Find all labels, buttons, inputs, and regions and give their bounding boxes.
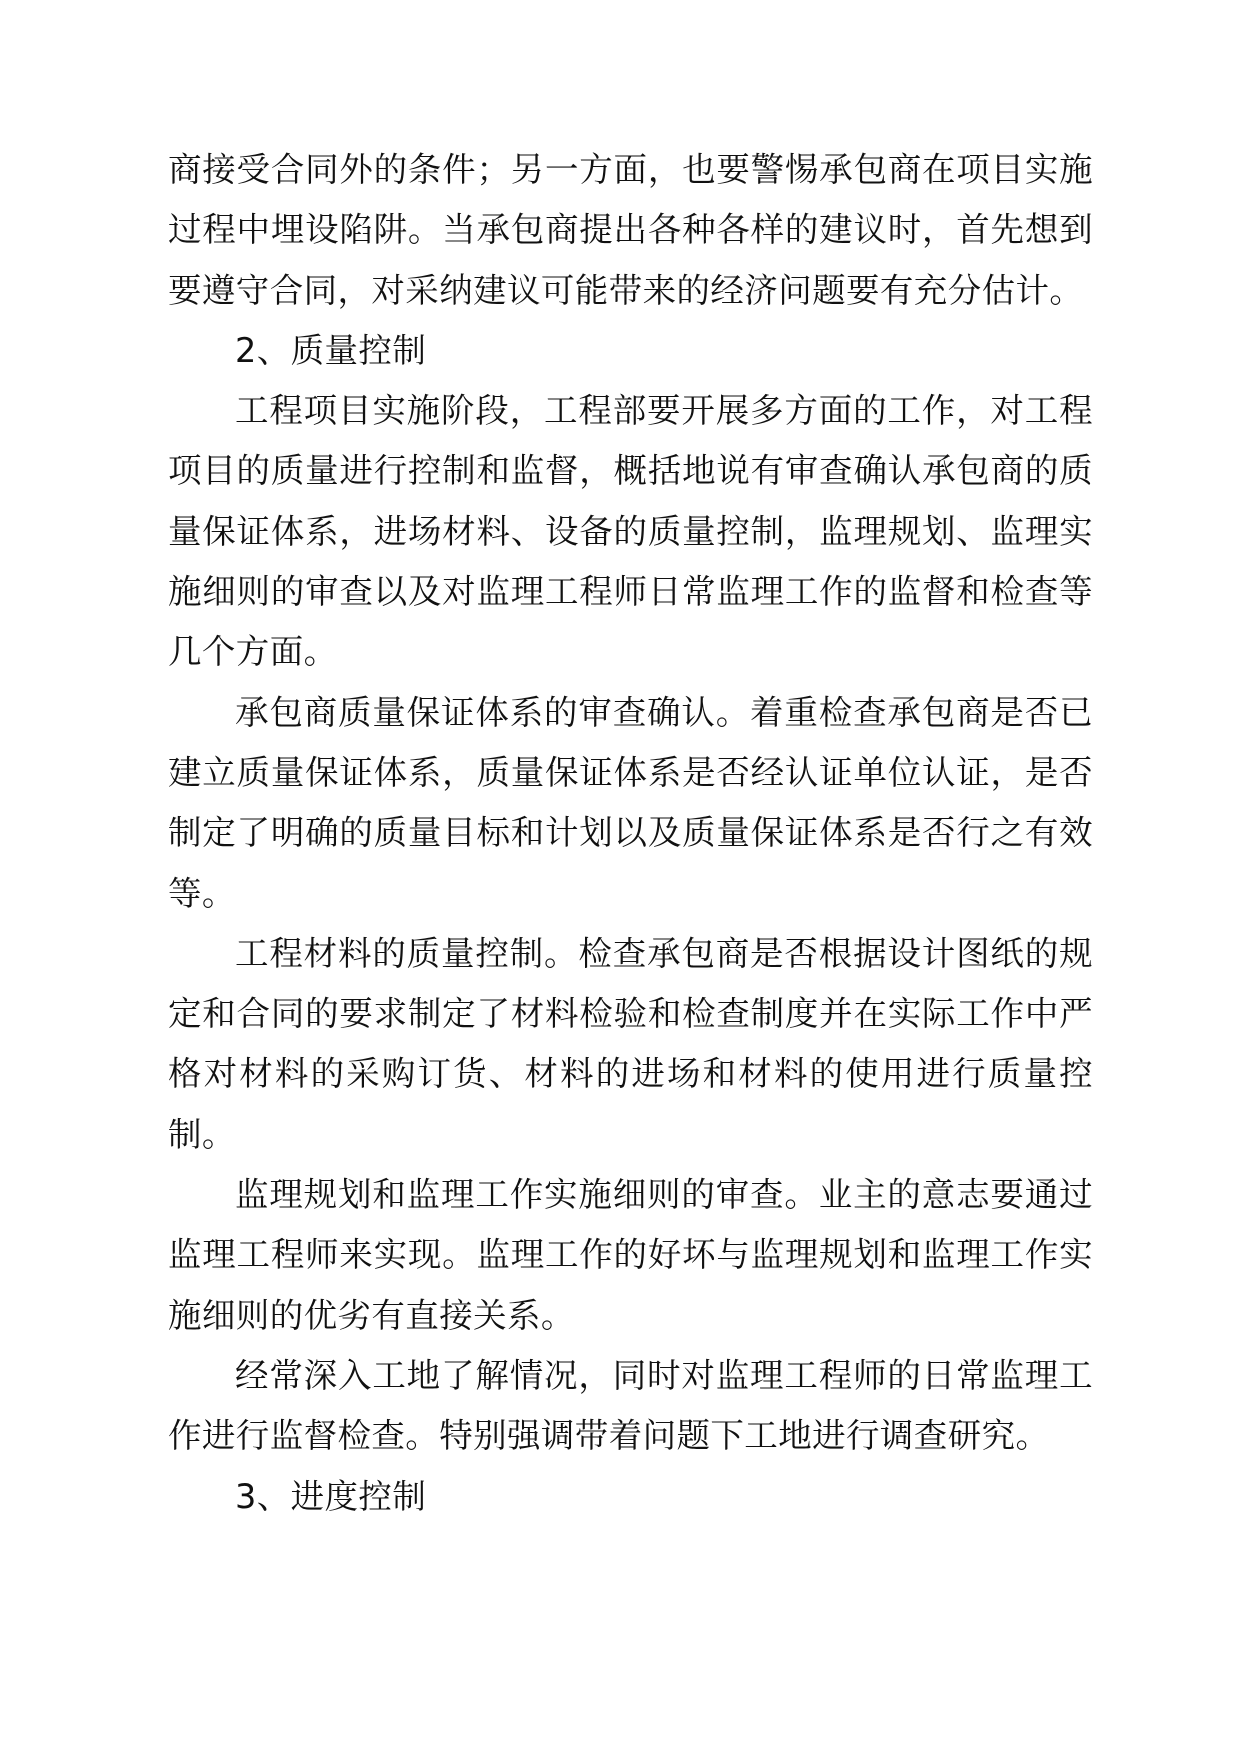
paragraph-quality-overview: 工程项目实施阶段，工程部要开展多方面的工作，对工程项目的质量进行控制和监督，概括地说有审查确认承包商的质量保证体系，进场材料、设备的质量控制，监理规划、监理实施细则的审查以及对监理工程师日常监理工作的监督和检查等几个方面。 [168,391,1093,672]
heading-quality-control: 2、质量控制 [235,330,427,370]
paragraph-continuation: 商接受合同外的条件；另一方面，也要警惕承包商在项目实施过程中埋设陷阱。当承包商提出各种各样的建议时，首先想到要遵守合同，对采纳建议可能带来的经济问题要有充分估计。 [168,150,1093,310]
document-body [168,140,1093,1527]
paragraph-material-quality: 工程材料的质量控制。检查承包商是否根据设计图纸的规定和合同的要求制定了材料检验和检查制度并在实际工作中严格对材料的采购订货、材料的进场和材料的使用进行质量控制。 [168,933,1093,1154]
paragraph-supervision-plan-review: 监理规划和监理工作实施细则的审查。业主的意志要通过监理工程师来实现。监理工作的好坏与监理规划和监理工作实施细则的优劣有直接关系。 [168,1175,1093,1335]
paragraph-contractor-quality-system: 承包商质量保证体系的审查确认。着重检查承包商是否已建立质量保证体系，质量保证体系是否经认证单位认证，是否制定了明确的质量目标和计划以及质量保证体系是否行之有效等。 [168,692,1093,913]
paragraph-site-inspection: 经常深入工地了解情况，同时对监理工程师的日常监理工作进行监督检查。特别强调带着问题下工地进行调查研究。 [168,1355,1093,1456]
heading-progress-control: 3、进度控制 [235,1476,427,1516]
